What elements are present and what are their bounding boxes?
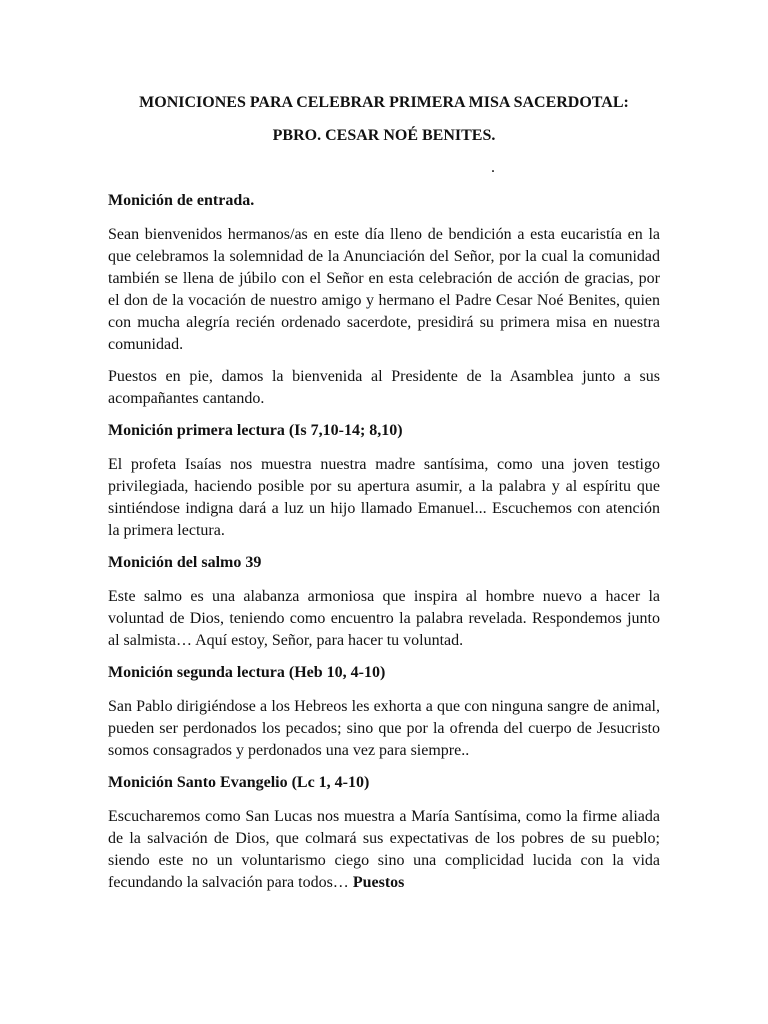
document-body bbox=[108, 190, 660, 894]
section-paragraph: Puestos en pie, damos la bienvenida al Presidente de la Asamblea junto a sus acompañantes cantando. bbox=[108, 368, 660, 407]
section-salmo bbox=[108, 552, 660, 652]
section-paragraph bbox=[108, 806, 660, 894]
section-heading: Monición de entrada. bbox=[108, 192, 255, 209]
section-heading: Monición primera lectura (Is 7,10-14; 8,10) bbox=[108, 422, 403, 439]
section-entrada bbox=[108, 190, 660, 410]
section-heading: Monición segunda lectura (Heb 10, 4-10) bbox=[108, 664, 386, 681]
paragraph-bold-tail: Puestos bbox=[352, 874, 405, 891]
section-heading: Monición del salmo 39 bbox=[108, 554, 262, 571]
document-title: MONICIONES PARA CELEBRAR PRIMERA MISA SACERDOTAL: bbox=[139, 94, 629, 111]
section-paragraph: Este salmo es una alabanza armoniosa que inspira al hombre nuevo a hacer la voluntad de Dios, teniendo como encuentro la palabra revelada. Respondemos junto al salmista… Aquí estoy, Señor, para hacer tu voluntad. bbox=[108, 588, 660, 649]
stray-dot: . bbox=[491, 159, 495, 176]
section-evangelio bbox=[108, 772, 660, 894]
section-segunda-lectura bbox=[108, 662, 660, 762]
document-subtitle: PBRO. CESAR NOÉ BENITES. bbox=[272, 127, 496, 144]
section-paragraph: San Pablo dirigiéndose a los Hebreos les exhorta a que con ninguna sangre de animal, pueden ser perdonados los pecados; sino que por la ofrenda del cuerpo de Jesucristo somos consagrados y perdonados una vez para siempre.. bbox=[108, 698, 660, 759]
paragraph-text: Escucharemos como San Lucas nos muestra a María Santísima, como la firme aliada de la salvación de Dios, que colmará sus expectativas de los pobres de su pueblo; siendo este no un voluntarismo ciego sino una complicidad lucida con la vida fecundando la salvación para todos… bbox=[108, 808, 660, 891]
section-heading: Monición Santo Evangelio (Lc 1, 4-10) bbox=[108, 774, 370, 791]
section-paragraph: Sean bienvenidos hermanos/as en este día lleno de bendición a esta eucaristía en la que celebramos la solemnidad de la Anunciación del Señor, por la cual la comunidad también se llena de júbilo con el Señor en esta celebración de acción de gracias, por el don de la vocación de nuestro amigo y hermano el Padre Cesar Noé Benites, quien con mucha alegría recién ordenado sacerdote, presidirá su primera misa en nuestra comunidad. bbox=[108, 226, 660, 353]
section-paragraph: El profeta Isaías nos muestra nuestra madre santísima, como una joven testigo privilegiada, haciendo posible por su apertura asumir, a la palabra y al espíritu que sintiéndose indigna dará a luz un hijo llamado Emanuel... Escuchemos con atención la primera lectura. bbox=[108, 456, 660, 539]
section-primera-lectura bbox=[108, 420, 660, 542]
